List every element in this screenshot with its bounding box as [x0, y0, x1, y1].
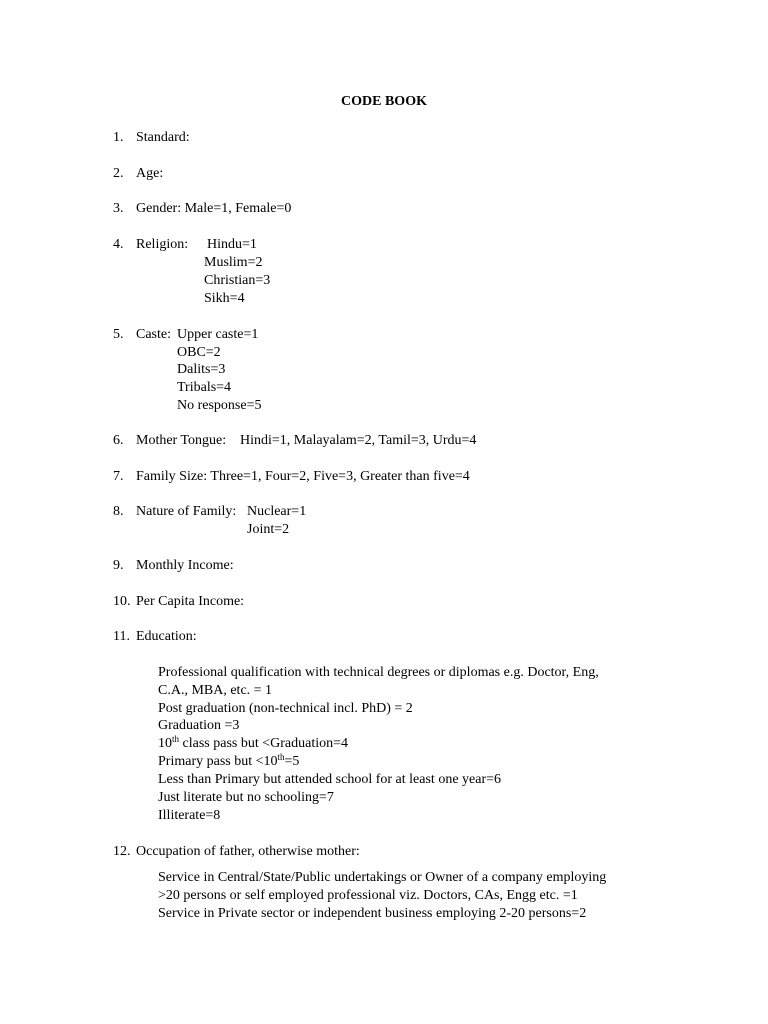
education-option: Just literate but no schooling=7	[158, 790, 334, 805]
education-option-text: Primary pass but <10	[158, 754, 278, 769]
item-number: 8.	[113, 504, 124, 519]
caste-option: OBC=2	[177, 345, 221, 360]
item-nature-of-family-label: Nature of Family:	[136, 504, 237, 519]
education-option	[158, 753, 299, 771]
occupation-option: Service in Private sector or independent business employing 2-20 persons=2	[158, 906, 587, 921]
education-option: Less than Primary but attended school for at least one year=6	[158, 772, 502, 787]
caste-option: Upper caste=1	[177, 327, 259, 342]
education-option: Graduation =3	[158, 718, 240, 733]
item-number: 7.	[113, 469, 124, 484]
item-education-label: Education:	[136, 629, 197, 644]
education-option: Illiterate=8	[158, 808, 221, 823]
item-gender: Gender: Male=1, Female=0	[136, 201, 292, 216]
item-number: 9.	[113, 558, 124, 573]
item-standard: Standard:	[136, 130, 190, 145]
family-option: Joint=2	[247, 522, 290, 537]
item-number: 1.	[113, 130, 124, 145]
document-title: CODE BOOK	[341, 94, 427, 109]
education-option: C.A., MBA, etc. = 1	[158, 683, 273, 698]
item-number: 5.	[113, 327, 124, 342]
item-number: 11.	[113, 629, 130, 644]
item-number: 4.	[113, 237, 124, 252]
item-occupation-label: Occupation of father, otherwise mother:	[136, 844, 360, 859]
item-caste-label: Caste:	[136, 327, 171, 342]
item-mother-tongue-label: Mother Tongue:	[136, 433, 227, 448]
caste-option: Dalits=3	[177, 362, 226, 377]
occupation-option: >20 persons or self employed professional viz. Doctors, CAs, Engg etc. =1	[158, 888, 578, 903]
item-number: 6.	[113, 433, 124, 448]
occupation-option: Service in Central/State/Public undertakings or Owner of a company employing	[158, 870, 607, 885]
religion-option: Muslim=2	[204, 255, 263, 270]
education-option: Post graduation (non-technical incl. PhD) = 2	[158, 701, 413, 716]
item-per-capita-income: Per Capita Income:	[136, 594, 245, 609]
religion-option: Christian=3	[204, 273, 271, 288]
religion-option: Sikh=4	[204, 291, 245, 306]
item-religion-label: Religion:	[136, 237, 189, 252]
education-option: Professional qualification with technical degrees or diplomas e.g. Doctor, Eng,	[158, 665, 599, 680]
education-option-text: =5	[284, 754, 300, 769]
religion-option: Hindu=1	[207, 237, 257, 252]
caste-option: Tribals=4	[177, 380, 232, 395]
education-option	[158, 735, 348, 753]
superscript: th	[172, 734, 180, 744]
item-family-size: Family Size: Three=1, Four=2, Five=3, Greater than five=4	[136, 469, 470, 484]
item-monthly-income: Monthly Income:	[136, 558, 234, 573]
education-option-text: class pass but <Graduation=4	[179, 736, 348, 751]
education-option-text: 10	[158, 736, 172, 751]
item-number: 10.	[113, 594, 131, 609]
item-age: Age:	[136, 166, 164, 181]
item-number: 2.	[113, 166, 124, 181]
caste-option: No response=5	[177, 398, 262, 413]
item-number: 3.	[113, 201, 124, 216]
mother-tongue-options: Hindi=1, Malayalam=2, Tamil=3, Urdu=4	[240, 433, 477, 448]
item-number: 12.	[113, 844, 131, 859]
family-option: Nuclear=1	[247, 504, 307, 519]
superscript: th	[277, 752, 285, 762]
